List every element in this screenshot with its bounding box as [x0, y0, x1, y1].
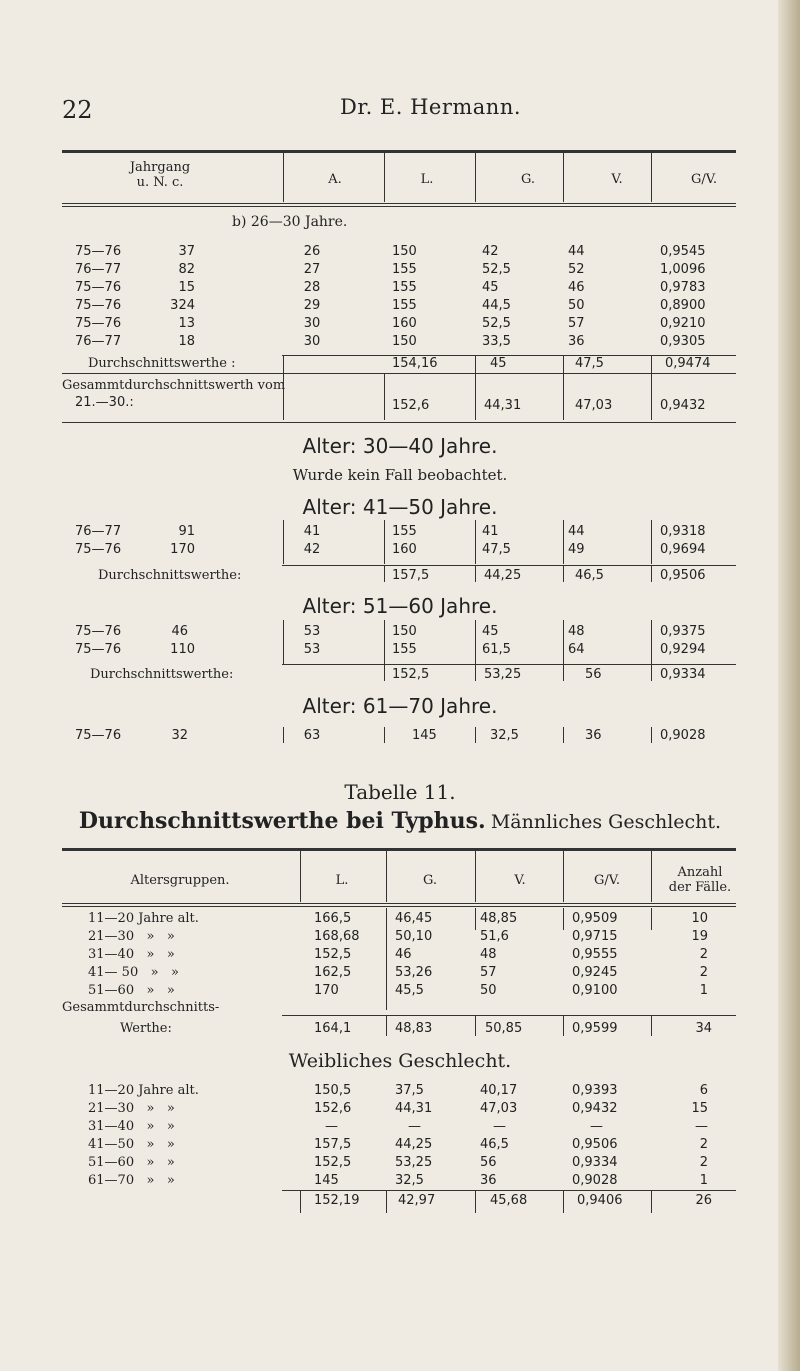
male-total-label: Gesammtdurchschnitts- — [62, 1000, 220, 1015]
year-cell: 75—76 — [75, 728, 122, 743]
g-cell: 61,5 — [482, 642, 511, 657]
gv-cell: 0,9375 — [660, 624, 706, 639]
age-cell: 27 — [303, 262, 321, 277]
g-cell: 46,45 — [395, 911, 433, 926]
col-header-l: L. — [335, 873, 349, 888]
col-divider — [651, 620, 652, 664]
col-divider — [475, 850, 476, 902]
v-cell: 46 — [568, 280, 585, 295]
l-cell: 150 — [392, 624, 417, 639]
avg-label: Durchschnittswerthe : — [88, 356, 236, 371]
col-divider — [651, 355, 652, 373]
male-total-count: 34 — [695, 1021, 712, 1036]
col-divider — [563, 727, 564, 743]
running-header-author: Dr. E. Hermann. — [340, 95, 522, 119]
col-divider — [475, 1191, 476, 1213]
g-cell: 45 — [482, 280, 499, 295]
v-cell: 44 — [568, 524, 585, 539]
col-divider — [475, 908, 476, 930]
total-gv: 0,9432 — [660, 398, 706, 413]
col-divider — [563, 1191, 564, 1213]
col-header-altersgruppen: Altersgruppen. — [130, 873, 230, 888]
col-divider — [384, 566, 385, 582]
col-divider — [563, 520, 564, 564]
col-header-anzahl: Anzahl der Fälle. — [668, 865, 732, 895]
v-cell: 50 — [568, 298, 585, 313]
col-divider — [475, 727, 476, 743]
col-divider — [384, 665, 385, 681]
col-header-jahrgang: Jahrgang u. N. c. — [129, 160, 191, 190]
count-cell: 15 — [691, 1101, 708, 1116]
col-divider — [651, 665, 652, 681]
g-cell: 44,31 — [395, 1101, 433, 1116]
table-title-rest: Männliches Geschlecht. — [490, 811, 722, 833]
v-cell: 36 — [568, 334, 585, 349]
col-divider — [384, 374, 385, 420]
gv-cell: 0,9555 — [572, 947, 618, 962]
g-cell: 47,5 — [482, 542, 511, 557]
l-cell: 168,68 — [314, 929, 360, 944]
g-cell: 44,25 — [395, 1137, 433, 1152]
l-cell: 150 — [392, 244, 417, 259]
case-no-cell: 324 — [170, 298, 195, 313]
case-no-cell: 37 — [178, 244, 195, 259]
female-total-gv: 0,9406 — [577, 1193, 623, 1208]
col-divider — [563, 355, 564, 373]
age-cell: 28 — [303, 280, 321, 295]
v-cell: 44 — [568, 244, 585, 259]
section-title-61-70: Alter: 61—70 Jahre. — [302, 694, 498, 718]
year-cell: 76—77 — [75, 524, 122, 539]
male-total-g: 48,83 — [395, 1021, 433, 1036]
age-group-cell: 41— 50 » » — [88, 965, 179, 980]
col-header-g: G. — [422, 873, 438, 888]
l-cell: 170 — [314, 983, 339, 998]
gv-cell: 1,0096 — [660, 262, 706, 277]
section-title-b: b) 26—30 Jahre. — [232, 214, 348, 230]
rule — [62, 422, 736, 423]
v-cell: 46,5 — [480, 1137, 509, 1152]
col-divider — [300, 850, 301, 902]
avg-g: 53,25 — [484, 667, 522, 682]
rule — [282, 664, 736, 665]
age-cell: 26 — [303, 244, 321, 259]
v-cell: 48 — [568, 624, 585, 639]
l-cell: 145 — [314, 1173, 339, 1188]
avg-gv: 0,9474 — [665, 356, 711, 371]
l-cell: 162,5 — [314, 965, 352, 980]
avg-v: 56 — [585, 667, 602, 682]
col-divider — [283, 355, 284, 373]
g-cell: 44,5 — [482, 298, 511, 313]
rule — [62, 373, 736, 374]
col-divider — [563, 374, 564, 420]
avg-gv: 0,9334 — [660, 667, 706, 682]
avg-v: 47,5 — [575, 356, 604, 371]
v-cell: 36 — [480, 1173, 497, 1188]
g-cell: 41 — [482, 524, 499, 539]
gv-cell: 0,9783 — [660, 280, 706, 295]
col-divider — [283, 520, 284, 564]
l-cell: — — [325, 1119, 338, 1134]
gv-cell: 0,9028 — [572, 1173, 618, 1188]
avg-g: 44,25 — [484, 568, 522, 583]
male-total-l: 164,1 — [314, 1021, 352, 1036]
col-divider — [386, 1191, 387, 1213]
v-cell: 51,6 — [480, 929, 509, 944]
age-cell: 53 — [303, 642, 321, 657]
col-divider — [384, 152, 385, 202]
gv-cell: 0,9506 — [572, 1137, 618, 1152]
col-divider — [475, 620, 476, 664]
avg-l: 154,16 — [392, 356, 438, 371]
l-cell: 160 — [392, 542, 417, 557]
col-header-a: A. — [328, 172, 342, 187]
g-cell: 53,25 — [395, 1155, 433, 1170]
col-divider — [386, 850, 387, 902]
v-cell: 36 — [585, 728, 602, 743]
section-note: Wurde kein Fall beobachtet. — [292, 466, 508, 484]
rule — [282, 1015, 736, 1016]
col-divider — [651, 520, 652, 564]
count-cell: 1 — [699, 1173, 708, 1188]
gv-cell: 0,9432 — [572, 1101, 618, 1116]
gv-cell: 0,9715 — [572, 929, 618, 944]
total-label: Gesammtdurchschnittswerth vom — [62, 378, 286, 393]
g-cell: 53,26 — [395, 965, 433, 980]
male-total-v: 50,85 — [485, 1021, 523, 1036]
avg-gv: 0,9506 — [660, 568, 706, 583]
col-divider — [563, 152, 564, 202]
table-caption: Tabelle 11. — [344, 780, 456, 804]
year-cell: 75—76 — [75, 298, 122, 313]
avg-g: 45 — [490, 356, 507, 371]
col-divider — [475, 665, 476, 681]
g-cell: 50,10 — [395, 929, 433, 944]
l-cell: 152,6 — [314, 1101, 352, 1116]
table-title-bold: Durchschnittswerthe bei Typhus. — [78, 808, 486, 834]
col-divider — [651, 1191, 652, 1213]
count-cell: 10 — [691, 911, 708, 926]
year-cell: 75—76 — [75, 280, 122, 295]
female-total-count: 26 — [695, 1193, 712, 1208]
col-divider — [283, 620, 284, 664]
page-number: 22 — [62, 96, 93, 124]
l-cell: 155 — [392, 524, 417, 539]
age-cell: 30 — [303, 316, 321, 331]
year-cell: 75—76 — [75, 624, 122, 639]
female-total-l: 152,19 — [314, 1193, 360, 1208]
v-cell: 64 — [568, 642, 585, 657]
female-total-g: 42,97 — [398, 1193, 436, 1208]
rule — [62, 203, 736, 204]
col-divider — [384, 520, 385, 564]
col-divider — [384, 620, 385, 664]
table-title — [79, 808, 721, 834]
col-divider — [651, 908, 652, 930]
male-total-gv: 0,9599 — [572, 1021, 618, 1036]
l-cell: 150,5 — [314, 1083, 352, 1098]
age-group-cell: 61—70 » » — [88, 1173, 175, 1188]
v-cell: — — [493, 1119, 506, 1134]
female-section-title: Weibliches Geschlecht. — [288, 1050, 512, 1072]
v-cell: 49 — [568, 542, 585, 557]
g-cell: 32,5 — [395, 1173, 424, 1188]
l-cell: 155 — [392, 262, 417, 277]
col-header-v: V. — [514, 873, 526, 888]
gv-cell: 0,9509 — [572, 911, 618, 926]
col-header-v: V. — [611, 172, 623, 187]
rule — [62, 150, 736, 153]
year-cell: 76—77 — [75, 262, 122, 277]
age-group-cell: 31—40 » » — [88, 947, 175, 962]
g-cell: 52,5 — [482, 262, 511, 277]
age-group-cell: 51—60 » » — [88, 983, 175, 998]
v-cell: 40,17 — [480, 1083, 518, 1098]
col-divider — [475, 355, 476, 373]
g-cell: 45,5 — [395, 983, 424, 998]
v-cell: 52 — [568, 262, 585, 277]
age-group-cell: 21—30 » » — [88, 1101, 175, 1116]
count-cell: — — [695, 1119, 708, 1134]
col-divider — [283, 727, 284, 743]
count-cell: 2 — [699, 1137, 708, 1152]
gv-cell: — — [590, 1119, 603, 1134]
case-no-cell: 170 — [170, 542, 195, 557]
rule — [282, 1190, 736, 1191]
col-divider — [475, 520, 476, 564]
g-cell: 45 — [482, 624, 499, 639]
g-cell: 33,5 — [482, 334, 511, 349]
col-divider — [300, 1191, 301, 1213]
case-no-cell: 15 — [178, 280, 195, 295]
col-divider — [563, 566, 564, 582]
age-group-cell: 41—50 » » — [88, 1137, 175, 1152]
page-edge — [778, 0, 800, 1371]
gv-cell: 0,8900 — [660, 298, 706, 313]
section-title-51-60: Alter: 51—60 Jahre. — [302, 594, 498, 618]
case-no-cell: 91 — [178, 524, 195, 539]
avg-v: 46,5 — [575, 568, 604, 583]
age-group-cell: 11—20 Jahre alt. — [88, 911, 199, 926]
age-cell: 41 — [303, 524, 321, 539]
l-cell: 155 — [392, 642, 417, 657]
case-no-cell: 18 — [178, 334, 195, 349]
male-total-label-2: Werthe: — [120, 1021, 172, 1036]
v-cell: 48 — [480, 947, 497, 962]
v-cell: 50 — [480, 983, 497, 998]
age-group-cell: 21—30 » » — [88, 929, 175, 944]
gv-cell: 0,9294 — [660, 642, 706, 657]
year-cell: 75—76 — [75, 316, 122, 331]
g-cell: 32,5 — [490, 728, 519, 743]
rule — [62, 206, 736, 207]
age-group-cell: 11—20 Jahre alt. — [88, 1083, 199, 1098]
section-title-30-40: Alter: 30—40 Jahre. — [302, 434, 498, 458]
year-cell: 75—76 — [75, 244, 122, 259]
avg-l: 157,5 — [392, 568, 430, 583]
col-divider — [563, 908, 564, 930]
col-header-g: G. — [520, 172, 536, 187]
col-divider — [563, 1016, 564, 1036]
col-header-gv: G/V. — [690, 172, 718, 187]
avg-label: Durchschnittswerthe: — [98, 568, 242, 583]
g-cell: 46 — [395, 947, 412, 962]
l-cell: 166,5 — [314, 911, 352, 926]
age-cell: 53 — [303, 624, 321, 639]
count-cell: 1 — [699, 983, 708, 998]
count-cell: 6 — [699, 1083, 708, 1098]
l-cell: 160 — [392, 316, 417, 331]
col-divider — [651, 374, 652, 420]
age-cell: 42 — [303, 542, 321, 557]
v-cell: 56 — [480, 1155, 497, 1170]
col-divider — [651, 1016, 652, 1036]
gv-cell: 0,9245 — [572, 965, 618, 980]
avg-l: 152,5 — [392, 667, 430, 682]
g-cell: 37,5 — [395, 1083, 424, 1098]
l-cell: 145 — [412, 728, 437, 743]
gv-cell: 0,9334 — [572, 1155, 618, 1170]
col-divider — [563, 665, 564, 681]
female-total-v: 45,68 — [490, 1193, 528, 1208]
col-divider — [283, 374, 284, 420]
case-no-cell: 13 — [178, 316, 195, 331]
age-group-cell: 31—40 » » — [88, 1119, 175, 1134]
total-label-range: 21.—30.: — [75, 395, 134, 410]
section-title-41-50: Alter: 41—50 Jahre. — [302, 495, 498, 519]
age-cell: 29 — [303, 298, 321, 313]
age-cell: 30 — [303, 334, 321, 349]
count-cell: 2 — [699, 965, 708, 980]
year-cell: 75—76 — [75, 642, 122, 657]
total-v: 47,03 — [575, 398, 613, 413]
gv-cell: 0,9545 — [660, 244, 706, 259]
col-header-l: L. — [420, 172, 434, 187]
gv-cell: 0,9100 — [572, 983, 618, 998]
col-divider — [563, 620, 564, 664]
v-cell: 57 — [568, 316, 585, 331]
rule — [62, 903, 736, 904]
col-divider — [651, 850, 652, 902]
v-cell: 47,03 — [480, 1101, 518, 1116]
total-g: 44,31 — [484, 398, 522, 413]
col-divider — [563, 850, 564, 902]
g-cell: 42 — [482, 244, 499, 259]
col-divider — [386, 908, 387, 1010]
l-cell: 150 — [392, 334, 417, 349]
col-divider — [475, 566, 476, 582]
l-cell: 155 — [392, 298, 417, 313]
rule — [282, 565, 736, 566]
v-cell: 57 — [480, 965, 497, 980]
total-l: 152,6 — [392, 398, 430, 413]
gv-cell: 0,9210 — [660, 316, 706, 331]
g-cell: 52,5 — [482, 316, 511, 331]
col-divider — [386, 1016, 387, 1036]
col-header-gv: G/V. — [593, 873, 621, 888]
rule — [62, 906, 736, 907]
gv-cell: 0,9318 — [660, 524, 706, 539]
avg-label: Durchschnittswerthe: — [90, 667, 234, 682]
col-divider — [475, 1016, 476, 1036]
count-cell: 2 — [699, 947, 708, 962]
l-cell: 152,5 — [314, 947, 352, 962]
col-divider — [384, 727, 385, 743]
count-cell: 19 — [691, 929, 708, 944]
year-cell: 76—77 — [75, 334, 122, 349]
col-divider — [651, 566, 652, 582]
case-no-cell: 82 — [178, 262, 195, 277]
count-cell: 2 — [699, 1155, 708, 1170]
case-no-cell: 32 — [171, 728, 188, 743]
col-divider — [283, 152, 284, 202]
gv-cell: 0,9028 — [660, 728, 706, 743]
col-divider — [475, 374, 476, 420]
l-cell: 155 — [392, 280, 417, 295]
age-cell: 63 — [303, 728, 321, 743]
rule — [62, 848, 736, 851]
g-cell: — — [408, 1119, 421, 1134]
col-divider — [651, 152, 652, 202]
case-no-cell: 110 — [170, 642, 195, 657]
l-cell: 152,5 — [314, 1155, 352, 1170]
gv-cell: 0,9305 — [660, 334, 706, 349]
v-cell: 48,85 — [480, 911, 518, 926]
case-no-cell: 46 — [171, 624, 188, 639]
l-cell: 157,5 — [314, 1137, 352, 1152]
year-cell: 75—76 — [75, 542, 122, 557]
gv-cell: 0,9393 — [572, 1083, 618, 1098]
col-divider — [651, 727, 652, 743]
col-divider — [475, 152, 476, 202]
gv-cell: 0,9694 — [660, 542, 706, 557]
age-group-cell: 51—60 » » — [88, 1155, 175, 1170]
